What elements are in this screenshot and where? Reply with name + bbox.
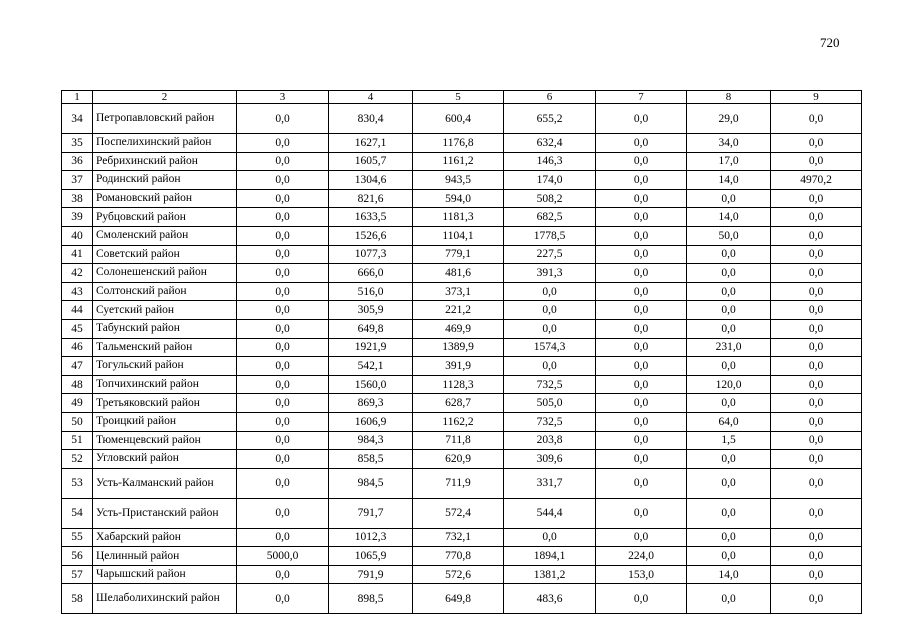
value-cell: 655,2: [504, 104, 596, 134]
value-cell: 711,9: [413, 468, 504, 498]
value-cell: 869,3: [329, 394, 413, 413]
district-name-cell: Солонешенский район: [93, 264, 237, 283]
table-row: [62, 547, 862, 566]
value-cell: 0,0: [596, 171, 687, 190]
row-number-cell: 51: [62, 431, 93, 450]
value-cell: 0,0: [504, 528, 596, 547]
value-cell: 0,0: [771, 394, 862, 413]
value-cell: 1633,5: [329, 208, 413, 227]
row-number-cell: 39: [62, 208, 93, 227]
value-cell: 0,0: [687, 357, 771, 376]
district-name-cell: Шелаболихинский район: [93, 584, 237, 614]
table-row: [62, 468, 862, 498]
value-cell: 600,4: [413, 104, 504, 134]
value-cell: 0,0: [237, 338, 329, 357]
value-cell: 0,0: [771, 357, 862, 376]
value-cell: 0,0: [771, 152, 862, 171]
value-cell: 1077,3: [329, 245, 413, 264]
value-cell: 858,5: [329, 450, 413, 469]
value-cell: 0,0: [596, 245, 687, 264]
value-cell: 0,0: [596, 584, 687, 614]
table-row: [62, 171, 862, 190]
value-cell: 14,0: [687, 208, 771, 227]
table-row: [62, 357, 862, 376]
district-name-cell: Усть-Калманский район: [93, 468, 237, 498]
header-cell: 4: [329, 91, 413, 104]
value-cell: 1605,7: [329, 152, 413, 171]
value-cell: 309,6: [504, 450, 596, 469]
value-cell: 64,0: [687, 412, 771, 431]
value-cell: 0,0: [237, 226, 329, 245]
table-row: [62, 226, 862, 245]
value-cell: 14,0: [687, 171, 771, 190]
value-cell: 984,3: [329, 431, 413, 450]
value-cell: 373,1: [413, 282, 504, 301]
row-number-cell: 34: [62, 104, 93, 134]
value-cell: 0,0: [596, 498, 687, 528]
value-cell: 594,0: [413, 189, 504, 208]
district-name-cell: Целинный район: [93, 547, 237, 566]
value-cell: 1560,0: [329, 375, 413, 394]
value-cell: 649,8: [329, 319, 413, 338]
value-cell: 0,0: [771, 338, 862, 357]
value-cell: 1606,9: [329, 412, 413, 431]
value-cell: 0,0: [771, 468, 862, 498]
table-row: [62, 134, 862, 153]
value-cell: 0,0: [596, 319, 687, 338]
value-cell: 483,6: [504, 584, 596, 614]
district-data-table: [61, 90, 862, 614]
row-number-cell: 43: [62, 282, 93, 301]
table-row: [62, 245, 862, 264]
value-cell: 0,0: [771, 134, 862, 153]
district-name-cell: Чарышский район: [93, 565, 237, 584]
district-name-cell: Родинский район: [93, 171, 237, 190]
value-cell: 732,1: [413, 528, 504, 547]
page-number: 720: [820, 35, 840, 50]
table-row: [62, 565, 862, 584]
value-cell: 0,0: [596, 394, 687, 413]
value-cell: 0,0: [237, 584, 329, 614]
value-cell: 0,0: [771, 584, 862, 614]
value-cell: 1181,3: [413, 208, 504, 227]
header-cell: 1: [62, 91, 93, 104]
value-cell: 4970,2: [771, 171, 862, 190]
row-number-cell: 55: [62, 528, 93, 547]
table-row: [62, 208, 862, 227]
value-cell: 1389,9: [413, 338, 504, 357]
value-cell: 50,0: [687, 226, 771, 245]
table-body: [62, 91, 862, 614]
value-cell: 0,0: [596, 208, 687, 227]
value-cell: 1161,2: [413, 152, 504, 171]
value-cell: 0,0: [237, 412, 329, 431]
value-cell: 0,0: [237, 282, 329, 301]
row-number-cell: 50: [62, 412, 93, 431]
value-cell: 732,5: [504, 412, 596, 431]
district-name-cell: Табунский район: [93, 319, 237, 338]
value-cell: 0,0: [771, 189, 862, 208]
value-cell: 0,0: [771, 245, 862, 264]
value-cell: 508,2: [504, 189, 596, 208]
value-cell: 0,0: [687, 245, 771, 264]
value-cell: 0,0: [771, 282, 862, 301]
district-name-cell: Угловский район: [93, 450, 237, 469]
value-cell: 0,0: [687, 189, 771, 208]
value-cell: 620,9: [413, 450, 504, 469]
value-cell: 0,0: [596, 134, 687, 153]
value-cell: 153,0: [596, 565, 687, 584]
value-cell: 0,0: [237, 528, 329, 547]
table-row: [62, 375, 862, 394]
district-name-cell: Троицкий район: [93, 412, 237, 431]
value-cell: 0,0: [771, 208, 862, 227]
district-name-cell: Рубцовский район: [93, 208, 237, 227]
value-cell: 0,0: [687, 282, 771, 301]
table-row: [62, 450, 862, 469]
value-cell: 779,1: [413, 245, 504, 264]
value-cell: 231,0: [687, 338, 771, 357]
value-cell: 1627,1: [329, 134, 413, 153]
value-cell: 0,0: [771, 412, 862, 431]
value-cell: 0,0: [237, 189, 329, 208]
value-cell: 0,0: [596, 301, 687, 320]
district-name-cell: Суетский район: [93, 301, 237, 320]
value-cell: 666,0: [329, 264, 413, 283]
value-cell: 14,0: [687, 565, 771, 584]
value-cell: 572,6: [413, 565, 504, 584]
value-cell: 0,0: [596, 468, 687, 498]
value-cell: 542,1: [329, 357, 413, 376]
value-cell: 481,6: [413, 264, 504, 283]
value-cell: 0,0: [687, 319, 771, 338]
row-number-cell: 40: [62, 226, 93, 245]
table-row: [62, 498, 862, 528]
row-number-cell: 38: [62, 189, 93, 208]
value-cell: 0,0: [237, 264, 329, 283]
value-cell: 711,8: [413, 431, 504, 450]
value-cell: 0,0: [687, 301, 771, 320]
value-cell: 0,0: [687, 468, 771, 498]
row-number-cell: 44: [62, 301, 93, 320]
value-cell: 34,0: [687, 134, 771, 153]
district-name-cell: Тальменский район: [93, 338, 237, 357]
district-name-cell: Поспелихинский район: [93, 134, 237, 153]
row-number-cell: 46: [62, 338, 93, 357]
value-cell: 1065,9: [329, 547, 413, 566]
value-cell: 1921,9: [329, 338, 413, 357]
row-number-cell: 36: [62, 152, 93, 171]
value-cell: 0,0: [504, 357, 596, 376]
value-cell: 0,0: [237, 375, 329, 394]
row-number-cell: 57: [62, 565, 93, 584]
value-cell: 0,0: [596, 528, 687, 547]
value-cell: 120,0: [687, 375, 771, 394]
value-cell: 5000,0: [237, 547, 329, 566]
value-cell: 1574,3: [504, 338, 596, 357]
value-cell: 391,3: [504, 264, 596, 283]
value-cell: 0,0: [596, 450, 687, 469]
value-cell: 0,0: [771, 565, 862, 584]
value-cell: 203,8: [504, 431, 596, 450]
value-cell: 0,0: [237, 134, 329, 153]
value-cell: 0,0: [596, 264, 687, 283]
table-row: [62, 412, 862, 431]
value-cell: 0,0: [771, 319, 862, 338]
value-cell: 0,0: [687, 264, 771, 283]
row-number-cell: 41: [62, 245, 93, 264]
value-cell: 0,0: [237, 565, 329, 584]
value-cell: 1128,3: [413, 375, 504, 394]
header-cell: 5: [413, 91, 504, 104]
value-cell: 0,0: [771, 104, 862, 134]
value-cell: 0,0: [687, 450, 771, 469]
value-cell: 572,4: [413, 498, 504, 528]
value-cell: 649,8: [413, 584, 504, 614]
value-cell: 0,0: [237, 357, 329, 376]
value-cell: 0,0: [504, 282, 596, 301]
value-cell: 544,4: [504, 498, 596, 528]
value-cell: 0,0: [771, 498, 862, 528]
value-cell: 0,0: [771, 547, 862, 566]
row-number-cell: 53: [62, 468, 93, 498]
header-cell: 3: [237, 91, 329, 104]
value-cell: 469,9: [413, 319, 504, 338]
value-cell: 682,5: [504, 208, 596, 227]
value-cell: 0,0: [237, 171, 329, 190]
row-number-cell: 58: [62, 584, 93, 614]
value-cell: 821,6: [329, 189, 413, 208]
table-row: [62, 282, 862, 301]
value-cell: 0,0: [687, 528, 771, 547]
value-cell: 0,0: [771, 264, 862, 283]
value-cell: 0,0: [237, 152, 329, 171]
value-cell: 0,0: [687, 498, 771, 528]
value-cell: 0,0: [771, 226, 862, 245]
header-cell: 8: [687, 91, 771, 104]
district-name-cell: Смоленский район: [93, 226, 237, 245]
header-cell: 7: [596, 91, 687, 104]
value-cell: 632,4: [504, 134, 596, 153]
value-cell: 174,0: [504, 171, 596, 190]
table-row: [62, 152, 862, 171]
value-cell: 1381,2: [504, 565, 596, 584]
table-row: [62, 528, 862, 547]
table-row: [62, 301, 862, 320]
value-cell: 1,5: [687, 431, 771, 450]
table-header-row: [62, 91, 862, 104]
value-cell: 0,0: [504, 301, 596, 320]
value-cell: 0,0: [771, 450, 862, 469]
row-number-cell: 48: [62, 375, 93, 394]
value-cell: 0,0: [596, 226, 687, 245]
row-number-cell: 35: [62, 134, 93, 153]
value-cell: 391,9: [413, 357, 504, 376]
value-cell: 0,0: [237, 208, 329, 227]
row-number-cell: 52: [62, 450, 93, 469]
value-cell: 0,0: [237, 394, 329, 413]
value-cell: 1176,8: [413, 134, 504, 153]
value-cell: 0,0: [596, 189, 687, 208]
value-cell: 1012,3: [329, 528, 413, 547]
district-name-cell: Третьяковский район: [93, 394, 237, 413]
table-row: [62, 189, 862, 208]
value-cell: 29,0: [687, 104, 771, 134]
value-cell: 0,0: [771, 431, 862, 450]
value-cell: 984,5: [329, 468, 413, 498]
value-cell: 1526,6: [329, 226, 413, 245]
row-number-cell: 56: [62, 547, 93, 566]
table-row: [62, 584, 862, 614]
district-name-cell: Хабарский район: [93, 528, 237, 547]
value-cell: 0,0: [237, 104, 329, 134]
value-cell: 0,0: [771, 375, 862, 394]
table-row: [62, 104, 862, 134]
district-name-cell: Петропавловский район: [93, 104, 237, 134]
header-cell: 9: [771, 91, 862, 104]
value-cell: 1162,2: [413, 412, 504, 431]
row-number-cell: 37: [62, 171, 93, 190]
value-cell: 1778,5: [504, 226, 596, 245]
value-cell: 732,5: [504, 375, 596, 394]
value-cell: 0,0: [596, 412, 687, 431]
row-number-cell: 49: [62, 394, 93, 413]
value-cell: 0,0: [687, 394, 771, 413]
row-number-cell: 54: [62, 498, 93, 528]
value-cell: 331,7: [504, 468, 596, 498]
table-row: [62, 394, 862, 413]
table-row: [62, 338, 862, 357]
value-cell: 1304,6: [329, 171, 413, 190]
value-cell: 0,0: [237, 468, 329, 498]
table-row: [62, 264, 862, 283]
value-cell: 0,0: [237, 431, 329, 450]
value-cell: 791,7: [329, 498, 413, 528]
value-cell: 1104,1: [413, 226, 504, 245]
value-cell: 830,4: [329, 104, 413, 134]
value-cell: 628,7: [413, 394, 504, 413]
value-cell: 0,0: [596, 375, 687, 394]
value-cell: 1894,1: [504, 547, 596, 566]
district-name-cell: Тюменцевский район: [93, 431, 237, 450]
value-cell: 221,2: [413, 301, 504, 320]
value-cell: 0,0: [687, 547, 771, 566]
value-cell: 0,0: [596, 431, 687, 450]
value-cell: 770,8: [413, 547, 504, 566]
value-cell: 0,0: [237, 319, 329, 338]
value-cell: 0,0: [237, 498, 329, 528]
district-name-cell: Солтонский район: [93, 282, 237, 301]
value-cell: 943,5: [413, 171, 504, 190]
value-cell: 0,0: [237, 450, 329, 469]
value-cell: 505,0: [504, 394, 596, 413]
value-cell: 0,0: [771, 528, 862, 547]
value-cell: 516,0: [329, 282, 413, 301]
value-cell: 0,0: [596, 338, 687, 357]
value-cell: 17,0: [687, 152, 771, 171]
district-name-cell: Романовский район: [93, 189, 237, 208]
row-number-cell: 47: [62, 357, 93, 376]
row-number-cell: 42: [62, 264, 93, 283]
value-cell: 224,0: [596, 547, 687, 566]
value-cell: 0,0: [237, 245, 329, 264]
value-cell: 0,0: [687, 584, 771, 614]
table-row: [62, 431, 862, 450]
value-cell: 0,0: [596, 357, 687, 376]
value-cell: 791,9: [329, 565, 413, 584]
value-cell: 0,0: [596, 282, 687, 301]
value-cell: 0,0: [504, 319, 596, 338]
value-cell: 146,3: [504, 152, 596, 171]
header-cell: 6: [504, 91, 596, 104]
district-name-cell: Усть-Пристанский район: [93, 498, 237, 528]
district-name-cell: Ребрихинский район: [93, 152, 237, 171]
district-name-cell: Тогульский район: [93, 357, 237, 376]
value-cell: 305,9: [329, 301, 413, 320]
value-cell: 0,0: [596, 104, 687, 134]
value-cell: 898,5: [329, 584, 413, 614]
district-name-cell: Топчихинский район: [93, 375, 237, 394]
value-cell: 0,0: [771, 301, 862, 320]
district-name-cell: Советский район: [93, 245, 237, 264]
value-cell: 0,0: [596, 152, 687, 171]
header-cell: 2: [93, 91, 237, 104]
value-cell: 0,0: [237, 301, 329, 320]
row-number-cell: 45: [62, 319, 93, 338]
value-cell: 227,5: [504, 245, 596, 264]
table-row: [62, 319, 862, 338]
